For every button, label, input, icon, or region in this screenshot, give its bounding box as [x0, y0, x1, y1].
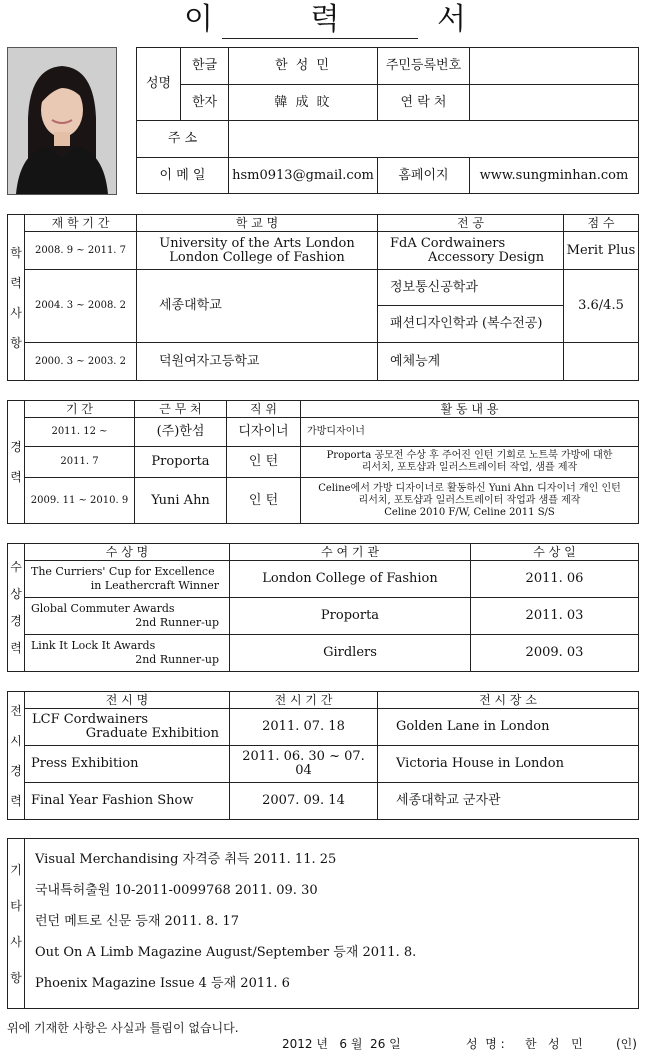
edu-school: 세종대학교 — [137, 270, 378, 343]
hanja-label: 한자 — [181, 85, 229, 121]
signature-name: 한 성 민 — [525, 1037, 583, 1051]
award-date: 2011. 03 — [471, 598, 639, 635]
header-school: 학 교 명 — [137, 215, 378, 232]
header-exhibition-period: 전 시 기 간 — [230, 692, 378, 709]
header-award-org: 수 여 기 관 — [230, 544, 471, 561]
career-desc: Proporta 공모전 수상 후 주어진 인턴 기회로 노트북 가방에 대한 리서치, 포토샵과 일러스트레이터 작업, 샘플 제작 — [301, 447, 639, 478]
edu-major: 예체능계 — [378, 343, 564, 381]
profile-photo — [7, 47, 117, 195]
edu-major: FdA Cordwainers Accessory Design — [378, 232, 564, 270]
page-title: 이 력 서 — [183, 2, 510, 37]
career-desc: Celine에서 가방 디자이너로 활동하신 Yuni Ahn 디자이너 개인 인턴 리서치, 포토샵과 일러스트레이터 작업과 샘플 제작 Celine 2010 F/W, Celine 2011 S/S — [301, 478, 639, 524]
exhibition-place: 세종대학교 군자관 — [378, 783, 639, 820]
hanja-name: 韓 成 旼 — [229, 85, 378, 121]
footer-statement: 위에 기재한 사항은 사실과 틀림이 없습니다. — [7, 1021, 239, 1035]
header-exhibition-name: 전 시 명 — [25, 692, 230, 709]
portrait-image — [8, 48, 116, 194]
address-label: 주 소 — [137, 121, 229, 158]
table-row — [8, 561, 639, 598]
exhibition-period: 2007. 09. 14 — [230, 783, 378, 820]
exhibition-name: LCF Cordwainers Graduate Exhibition — [25, 709, 230, 746]
career-side-label: 경 력 — [8, 401, 25, 524]
career-position: 인 턴 — [227, 447, 301, 478]
table-row — [8, 418, 639, 447]
award-date: 2009. 03 — [471, 635, 639, 672]
header-exhibition-place: 전 시 장 소 — [378, 692, 639, 709]
email-label: 이 메 일 — [137, 158, 229, 194]
table-row — [8, 447, 639, 478]
table-row — [8, 709, 639, 746]
edu-major-1: 정보통신공학과 — [378, 270, 564, 306]
rrn-label: 주민등록번호 — [378, 48, 470, 85]
address-value — [229, 121, 639, 158]
exhibition-name: Final Year Fashion Show — [25, 783, 230, 820]
award-name: The Curriers' Cup for Excellence in Leathercraft Winner — [25, 561, 230, 598]
personal-info-table — [136, 47, 639, 194]
hangul-name: 한 성 민 — [229, 48, 378, 85]
header-period: 기 간 — [25, 401, 135, 418]
signature-label: 성 명 : — [466, 1037, 505, 1051]
edu-score — [564, 343, 639, 381]
awards-table — [7, 543, 639, 672]
table-row — [8, 343, 639, 381]
education-table — [7, 214, 639, 381]
exhibition-period: 2011. 06. 30 ~ 07. 04 — [230, 746, 378, 783]
edu-period: 2004. 3 ~ 2008. 2 — [25, 270, 137, 343]
table-row — [8, 478, 639, 524]
table-row — [8, 783, 639, 820]
header-score: 점 수 — [564, 215, 639, 232]
header-award-date: 수 상 일 — [471, 544, 639, 561]
list-item: Phoenix Magazine Issue 4 등재 2011. 6 — [35, 976, 290, 991]
name-label: 성명 — [137, 48, 181, 121]
header-company: 근 무 처 — [135, 401, 227, 418]
email-value: hsm0913@gmail.com — [229, 158, 378, 194]
award-name: Global Commuter Awards 2nd Runner-up — [25, 598, 230, 635]
award-name: Link It Lock It Awards 2nd Runner-up — [25, 635, 230, 672]
exhibition-period: 2011. 07. 18 — [230, 709, 378, 746]
rrn-value — [470, 48, 639, 85]
exhibition-place: Victoria House in London — [378, 746, 639, 783]
edu-school: University of the Arts London London College of Fashion — [137, 232, 378, 270]
homepage-label: 홈페이지 — [378, 158, 470, 194]
list-item: Visual Merchandising 자격증 취득 2011. 11. 25 — [35, 852, 337, 867]
award-date: 2011. 06 — [471, 561, 639, 598]
header-major: 전 공 — [378, 215, 564, 232]
award-org: Girdlers — [230, 635, 471, 672]
edu-score: 3.6/4.5 — [564, 270, 639, 343]
career-position: 디자이너 — [227, 418, 301, 447]
footer-date: 2012 년 6 월 26 일 — [282, 1037, 401, 1051]
homepage-value: www.sungminhan.com — [470, 158, 639, 194]
career-company: Yuni Ahn — [135, 478, 227, 524]
header-period: 재 학 기 간 — [25, 215, 137, 232]
career-table — [7, 400, 639, 524]
misc-table — [7, 838, 639, 1009]
career-period: 2009. 11 ~ 2010. 9 — [25, 478, 135, 524]
edu-period: 2008. 9 ~ 2011. 7 — [25, 232, 137, 270]
table-row — [8, 270, 639, 306]
exhibition-name: Press Exhibition — [25, 746, 230, 783]
career-company: Proporta — [135, 447, 227, 478]
misc-side-label: 기 타 사 항 — [8, 839, 25, 1009]
career-position: 인 턴 — [227, 478, 301, 524]
table-row — [8, 746, 639, 783]
table-row — [8, 635, 639, 672]
list-item: 런던 메트로 신문 등재 2011. 8. 17 — [35, 914, 239, 929]
award-org: London College of Fashion — [230, 561, 471, 598]
table-row — [8, 232, 639, 270]
career-period: 2011. 12 ~ — [25, 418, 135, 447]
exhibition-place: Golden Lane in London — [378, 709, 639, 746]
career-desc: 가방디자이너 — [301, 418, 639, 447]
award-org: Proporta — [230, 598, 471, 635]
list-item: Out On A Limb Magazine August/September 등재 2011. 8. — [35, 945, 417, 960]
title-underline — [222, 38, 418, 39]
career-company: (주)한섬 — [135, 418, 227, 447]
edu-major-2: 패션디자인학과 (복수전공) — [378, 306, 564, 343]
edu-period: 2000. 3 ~ 2003. 2 — [25, 343, 137, 381]
education-side-label: 학 력 사 항 — [8, 215, 25, 381]
contact-value — [470, 85, 639, 121]
awards-side-label: 수 상 경 력 — [8, 544, 25, 672]
hangul-label: 한글 — [181, 48, 229, 85]
header-activity: 활 동 내 용 — [301, 401, 639, 418]
table-row — [8, 598, 639, 635]
seal-mark: (인) — [616, 1037, 637, 1051]
edu-score: Merit Plus — [564, 232, 639, 270]
contact-label: 연 락 처 — [378, 85, 470, 121]
exhibitions-table — [7, 691, 639, 820]
edu-school: 덕원여자고등학교 — [137, 343, 378, 381]
misc-items — [25, 839, 639, 1009]
header-award-name: 수 상 명 — [25, 544, 230, 561]
exhibitions-side-label: 전 시 경 력 — [8, 692, 25, 820]
list-item: 국내특허출원 10-2011-0099768 2011. 09. 30 — [35, 883, 318, 898]
header-position: 직 위 — [227, 401, 301, 418]
career-period: 2011. 7 — [25, 447, 135, 478]
